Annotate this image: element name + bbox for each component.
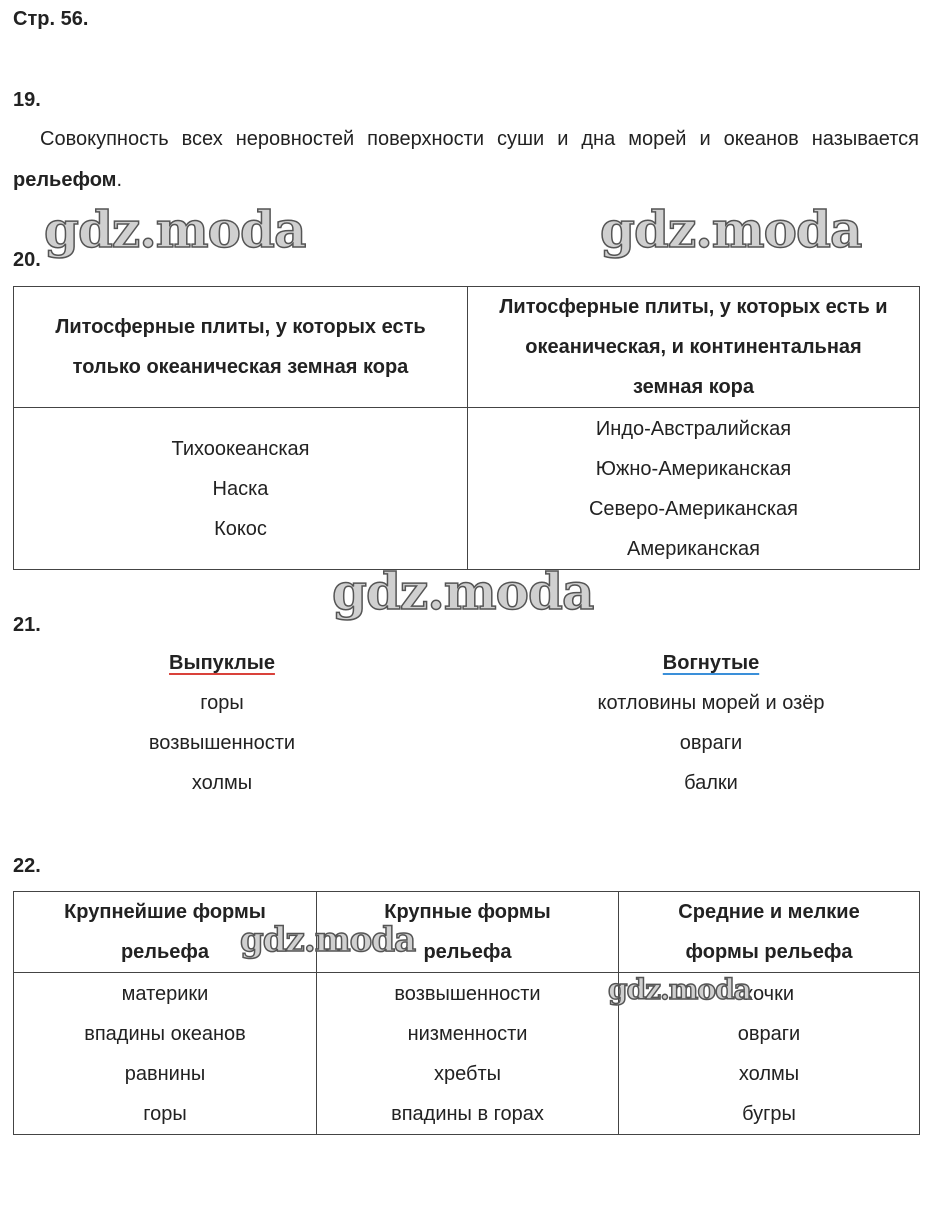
- convex-title: Выпуклые: [169, 652, 275, 674]
- list-item: равнины: [124, 1062, 206, 1085]
- list-item: хребты: [433, 1062, 501, 1085]
- answer-19-bold-term: рельефом: [13, 169, 117, 191]
- list-item: Американская: [626, 537, 760, 560]
- list-item: возвышенности: [394, 982, 541, 1005]
- table-row: [14, 973, 920, 1135]
- list-item: материки: [121, 982, 209, 1005]
- list-item: холмы: [738, 1062, 800, 1085]
- list-item: возвышенности: [148, 732, 296, 754]
- table-header-row: [14, 287, 920, 408]
- list-item: бугры: [742, 1102, 796, 1125]
- convex-forms-column: [72, 643, 372, 803]
- table-header-row: [14, 892, 920, 973]
- list-item: низменности: [407, 1022, 528, 1045]
- large-forms-list: [317, 973, 619, 1135]
- plates-table: [13, 286, 920, 570]
- question-19-number: 19.: [13, 89, 41, 111]
- answer-19-text: Совокупность всех неровностей поверхности суши и дна морей и океанов называется: [40, 128, 919, 150]
- oceanic-plates-list: [14, 408, 468, 570]
- list-item: впадины океанов: [84, 1022, 246, 1045]
- list-item: холмы: [191, 772, 253, 794]
- watermark-logo: gdz.moda: [240, 920, 416, 960]
- question-22-number: 22.: [13, 855, 41, 877]
- list-item: горы: [143, 1102, 187, 1125]
- watermark-logo: gdz.moda: [608, 973, 751, 1006]
- page-number: Стр. 56.: [13, 8, 89, 30]
- watermark-logo: gdz.moda: [332, 562, 594, 621]
- answer-19-period: .: [116, 169, 123, 191]
- list-item: котловины морей и озёр: [597, 692, 825, 714]
- header-large-forms: Крупные формы рельефа: [317, 892, 619, 973]
- list-item: впадины в горах: [391, 1102, 544, 1125]
- watermark-logo: gdz.moda: [44, 200, 306, 259]
- concave-forms-column: [541, 643, 881, 803]
- list-item: Северо-Американская: [588, 497, 798, 520]
- relief-forms-table: [13, 891, 920, 1135]
- question-19-answer: [13, 119, 919, 201]
- list-item: овраги: [737, 1022, 801, 1045]
- list-item: кочки: [744, 982, 794, 1005]
- header-oceanic-only: Литосферные плиты, у которых есть только океаническая земная кора: [14, 287, 468, 408]
- table-row: [14, 408, 920, 570]
- list-item: Тихоокеанская: [171, 437, 310, 460]
- largest-forms-list: [14, 973, 317, 1135]
- header-largest-forms: Крупнейшие формы рельефа: [14, 892, 317, 973]
- question-20-number: 20.: [13, 249, 41, 271]
- list-item: овраги: [679, 732, 743, 754]
- list-item: Кокос: [214, 517, 267, 540]
- list-item: Индо-Австралийская: [595, 417, 792, 440]
- list-item: Южно-Американская: [595, 457, 792, 480]
- watermark-logo: gdz.moda: [600, 200, 862, 259]
- list-item: горы: [200, 692, 244, 714]
- header-oceanic-and-continental: Литосферные плиты, у которых есть и океаническая, и континентальная земная кора: [468, 287, 920, 408]
- question-21-number: 21.: [13, 614, 41, 636]
- list-item: балки: [684, 772, 738, 794]
- list-item: Наска: [212, 477, 269, 500]
- header-medium-small-forms: Средние и мелкие формы рельефа: [619, 892, 920, 973]
- mixed-plates-list: [468, 408, 920, 570]
- concave-title: Вогнутые: [662, 652, 760, 674]
